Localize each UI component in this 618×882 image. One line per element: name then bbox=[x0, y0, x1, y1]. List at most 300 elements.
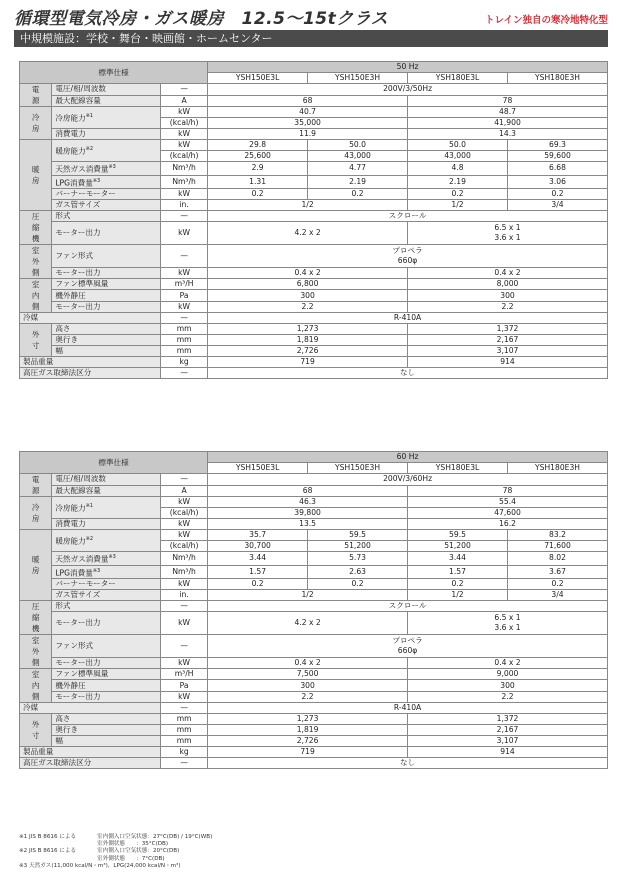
value-cell bbox=[408, 301, 608, 312]
footnote-line bbox=[19, 848, 212, 855]
cell-text: 2.2 bbox=[501, 691, 514, 701]
cell-text: 製品重量 bbox=[23, 747, 54, 757]
category-compressor bbox=[20, 211, 52, 245]
value-cell bbox=[208, 301, 408, 312]
footnote-marker: ※1 bbox=[85, 113, 94, 120]
cell-text: 2,167 bbox=[496, 335, 519, 345]
cell-text: 83.2 bbox=[549, 530, 566, 539]
category-indoor bbox=[20, 279, 52, 313]
row-label-refrigerant bbox=[20, 703, 161, 714]
cell-text: 冷媒 bbox=[23, 703, 39, 713]
table-row bbox=[20, 200, 608, 211]
footnote-text: 室内側入口空気状態：20°C(DB) bbox=[97, 848, 180, 855]
value-cell bbox=[208, 657, 408, 668]
value-cell bbox=[208, 725, 408, 736]
cell-text: mm bbox=[176, 736, 192, 746]
cell-text: Pa bbox=[179, 290, 189, 300]
value-cell bbox=[208, 519, 408, 530]
cell-text: 914 bbox=[500, 357, 515, 367]
value-cell bbox=[208, 736, 408, 747]
cell-text: なし bbox=[399, 758, 416, 768]
table-row bbox=[20, 335, 608, 346]
value-cell bbox=[408, 162, 508, 176]
value-line: 3.6 x 1 bbox=[494, 233, 521, 243]
cell-text: 200V/3/60Hz bbox=[383, 474, 433, 484]
cell-text: — bbox=[180, 758, 188, 768]
cell-text: ファン形式 bbox=[55, 640, 94, 650]
value-cell bbox=[408, 497, 608, 508]
cell-text: モーター出力 bbox=[55, 301, 101, 311]
value-cell bbox=[408, 590, 508, 601]
table-row bbox=[20, 267, 608, 278]
cell-text: 78 bbox=[502, 485, 513, 495]
cell-text: LPG消費量 bbox=[55, 178, 93, 188]
category-heating bbox=[20, 530, 52, 601]
cell-text: 300 bbox=[500, 290, 515, 300]
cell-text: m³/H bbox=[174, 669, 194, 679]
cell-text: — bbox=[180, 703, 188, 713]
value-cell bbox=[208, 279, 408, 290]
cell-text: YSH180E3H bbox=[534, 463, 580, 472]
cell-text: kW bbox=[178, 530, 191, 539]
cell-text: kW bbox=[178, 129, 191, 138]
row-label-burner-motor bbox=[52, 189, 161, 200]
cell-text: 46.3 bbox=[299, 497, 317, 506]
table-row bbox=[20, 725, 608, 736]
unit-cell bbox=[161, 474, 208, 486]
cell-text: 14.3 bbox=[499, 129, 516, 138]
unit-cell bbox=[161, 612, 208, 635]
unit-cell bbox=[161, 118, 208, 129]
cell-text: m³/H bbox=[174, 279, 194, 289]
value-cell bbox=[308, 552, 408, 566]
row-label-compressor-motor bbox=[52, 222, 161, 245]
cell-text: 48.7 bbox=[499, 107, 516, 116]
category-label: 室外側 bbox=[31, 636, 40, 668]
table-row bbox=[20, 736, 608, 747]
cell-text: 消費電力 bbox=[55, 519, 86, 528]
value-cell bbox=[308, 140, 408, 151]
row-label-natural-gas bbox=[52, 162, 161, 176]
table-row bbox=[20, 452, 608, 463]
category-label: 室外側 bbox=[31, 246, 40, 278]
footnotes bbox=[19, 834, 212, 870]
cell-text: in. bbox=[179, 590, 189, 600]
cell-text: ガス管サイズ bbox=[55, 200, 101, 210]
table-row bbox=[20, 62, 608, 73]
cell-text: 奥行き bbox=[55, 725, 79, 735]
value-cell bbox=[408, 175, 508, 189]
unit-cell bbox=[161, 497, 208, 508]
unit-cell bbox=[161, 189, 208, 200]
cell-text: mm bbox=[176, 714, 192, 724]
value-cell bbox=[308, 175, 408, 189]
footnote-marker: ※3 bbox=[108, 554, 116, 560]
cell-text: モーター出力 bbox=[55, 228, 101, 238]
table-row bbox=[20, 552, 608, 566]
unit-cell bbox=[161, 107, 208, 118]
cell-text: 40.7 bbox=[299, 107, 317, 116]
model-header bbox=[308, 73, 408, 84]
value-cell bbox=[208, 747, 408, 758]
cell-text: 1/2 bbox=[301, 590, 314, 600]
cell-text: 0.2 bbox=[251, 579, 264, 589]
cell-text: kW bbox=[178, 657, 191, 667]
row-label-power-consumption bbox=[52, 519, 161, 530]
cell-text: — bbox=[180, 640, 188, 650]
table-row bbox=[20, 590, 608, 601]
value-cell bbox=[208, 140, 308, 151]
table-row bbox=[20, 747, 608, 758]
cell-text: A bbox=[181, 485, 187, 495]
category-label: 電源 bbox=[31, 475, 40, 495]
table-row bbox=[20, 691, 608, 702]
value-cell bbox=[507, 162, 607, 176]
unit-cell bbox=[161, 565, 208, 579]
unit-cell bbox=[161, 175, 208, 189]
cell-text: 0.4 x 2 bbox=[294, 657, 321, 667]
cell-text: 41,900 bbox=[494, 118, 521, 127]
cell-text: — bbox=[180, 84, 188, 94]
value-cell bbox=[308, 541, 408, 552]
cell-text: 68 bbox=[302, 95, 313, 105]
cell-text: YSH150E3L bbox=[235, 73, 280, 82]
row-label-heating-capacity bbox=[52, 140, 161, 162]
row-label-voltage bbox=[52, 84, 161, 96]
value-cell bbox=[208, 680, 408, 691]
cell-text: Nm³/h bbox=[172, 566, 196, 576]
value-cell bbox=[208, 691, 408, 702]
value-line: 660φ bbox=[397, 255, 418, 265]
category-label: 室内側 bbox=[31, 670, 40, 702]
value-cell bbox=[408, 530, 508, 541]
page-tagline: トレイン独自の寒冷地特化型 bbox=[484, 15, 608, 26]
unit-cell bbox=[161, 758, 208, 769]
cell-text: mm bbox=[176, 335, 192, 345]
value-cell bbox=[408, 579, 508, 590]
page-title: 循環型電気冷房・ガス暖房 12.5〜15tクラス bbox=[14, 9, 389, 29]
cell-text: モーター出力 bbox=[55, 657, 101, 667]
table-row bbox=[20, 714, 608, 725]
unit-cell bbox=[161, 736, 208, 747]
value-cell bbox=[408, 519, 608, 530]
value-line: 3.6 x 1 bbox=[494, 623, 521, 633]
cell-text: — bbox=[180, 313, 188, 323]
cell-text: 55.4 bbox=[499, 497, 516, 506]
cell-text: 11.9 bbox=[299, 129, 317, 138]
cell-text: 8,000 bbox=[496, 279, 519, 289]
value-cell bbox=[308, 189, 408, 200]
category-heating bbox=[20, 140, 52, 211]
value-cell bbox=[507, 189, 607, 200]
cell-text: 0.2 bbox=[351, 189, 364, 199]
value-cell bbox=[208, 129, 408, 140]
cell-text: (kcal/h) bbox=[169, 118, 199, 127]
row-label-form bbox=[52, 601, 161, 612]
cell-text: 2.63 bbox=[349, 566, 367, 576]
cell-text: 300 bbox=[300, 680, 315, 690]
cell-text: 300 bbox=[500, 680, 515, 690]
cell-text: 39,800 bbox=[294, 508, 321, 517]
cell-text: YSH150E3H bbox=[335, 73, 381, 82]
value-cell bbox=[208, 189, 308, 200]
cell-text: 4.77 bbox=[349, 163, 367, 173]
value-cell bbox=[208, 601, 608, 612]
value-cell bbox=[507, 140, 607, 151]
cell-text: 3/4 bbox=[551, 590, 564, 600]
row-label-gas-pipe bbox=[52, 590, 161, 601]
value-cell bbox=[408, 140, 508, 151]
cell-text: kg bbox=[179, 747, 189, 757]
cell-text: 914 bbox=[500, 747, 515, 757]
value-line: 6.5 x 1 bbox=[494, 223, 521, 233]
cell-text: 71,600 bbox=[544, 541, 571, 550]
cell-text: 標準仕様 bbox=[98, 67, 129, 77]
category-cooling bbox=[20, 497, 52, 530]
value-cell bbox=[308, 151, 408, 162]
cell-text: 3,107 bbox=[496, 346, 519, 356]
category-label: 電源 bbox=[31, 85, 40, 105]
table-row bbox=[20, 189, 608, 200]
cell-text: 9,000 bbox=[496, 669, 519, 679]
cell-text: 機外静圧 bbox=[55, 680, 86, 690]
cell-text: 3.44 bbox=[449, 553, 466, 563]
value-cell bbox=[208, 497, 408, 508]
cell-text: 1,273 bbox=[296, 714, 319, 724]
footnote-line bbox=[19, 863, 212, 870]
cell-text: 0.4 x 2 bbox=[294, 267, 321, 277]
cell-text: 3.06 bbox=[549, 176, 566, 186]
cell-text: 1,372 bbox=[496, 714, 519, 724]
value-cell bbox=[208, 703, 608, 714]
cell-text: 3.67 bbox=[549, 566, 566, 576]
unit-cell bbox=[161, 211, 208, 222]
value-cell bbox=[408, 335, 608, 346]
cell-text: — bbox=[180, 250, 188, 260]
value-cell bbox=[208, 714, 408, 725]
unit-cell bbox=[161, 301, 208, 312]
model-header bbox=[408, 73, 508, 84]
footnote-marker: ※2 bbox=[85, 536, 94, 543]
value-cell bbox=[408, 267, 608, 278]
value-cell bbox=[408, 541, 508, 552]
spec-table-t60 bbox=[19, 451, 608, 769]
cell-text: バーナーモーター bbox=[55, 189, 116, 199]
row-label-max-current bbox=[52, 485, 161, 497]
page-header bbox=[14, 4, 608, 30]
value-cell bbox=[408, 747, 608, 758]
cell-text: 0.4 x 2 bbox=[494, 657, 521, 667]
table-row bbox=[20, 601, 608, 612]
table-row bbox=[20, 635, 608, 658]
cell-text: 2.19 bbox=[449, 176, 466, 186]
unit-cell bbox=[161, 747, 208, 758]
footnote-ref: ※1 JIS B 8616 による bbox=[19, 834, 77, 840]
cell-text: 最大配線容量 bbox=[55, 485, 101, 495]
value-cell bbox=[408, 107, 608, 118]
unit-cell bbox=[161, 657, 208, 668]
table-row bbox=[20, 84, 608, 96]
unit-cell bbox=[161, 669, 208, 680]
row-label-fan-type bbox=[52, 245, 161, 268]
row-label-natural-gas bbox=[52, 552, 161, 566]
value-cell bbox=[208, 211, 608, 222]
cell-text: 4.2 x 2 bbox=[294, 618, 321, 628]
footnote-text: 室外側状態 ：35°C(DB) bbox=[97, 841, 169, 848]
cell-text: kW bbox=[178, 519, 191, 528]
table-row bbox=[20, 497, 608, 508]
value-cell bbox=[208, 267, 408, 278]
unit-cell bbox=[161, 635, 208, 658]
model-header bbox=[507, 463, 607, 474]
row-label-cooling-capacity bbox=[52, 107, 161, 129]
cell-text: R-410A bbox=[393, 313, 422, 323]
unit-cell bbox=[161, 346, 208, 357]
value-cell bbox=[208, 200, 408, 211]
unit-cell bbox=[161, 140, 208, 151]
model-header bbox=[308, 463, 408, 474]
cell-text: 0.2 bbox=[351, 579, 364, 589]
table-row bbox=[20, 211, 608, 222]
row-label-fan-type bbox=[52, 635, 161, 658]
cell-text: 1/2 bbox=[451, 590, 464, 600]
table-row bbox=[20, 474, 608, 486]
table-row bbox=[20, 279, 608, 290]
unit-cell bbox=[161, 579, 208, 590]
value-cell bbox=[208, 579, 308, 590]
cell-text: 暖房能力 bbox=[55, 146, 86, 156]
spec-header bbox=[20, 62, 208, 84]
footnote-ref: ※3 天然ガス(11,000 kcal/N・m³)，LPG(24,000 kcal/N・m³) bbox=[19, 862, 181, 869]
value-cell bbox=[507, 590, 607, 601]
model-header bbox=[408, 463, 508, 474]
cell-text: kW bbox=[178, 140, 191, 149]
unit-cell bbox=[161, 552, 208, 566]
cell-text: — bbox=[180, 211, 188, 221]
value-cell bbox=[408, 129, 608, 140]
cell-text: kW bbox=[178, 228, 191, 238]
footnote-ref: ※2 JIS B 8616 による bbox=[19, 848, 77, 855]
table-row bbox=[20, 703, 608, 714]
row-label-height bbox=[52, 324, 161, 335]
cell-text: 50.0 bbox=[349, 140, 367, 149]
cell-text: 1/2 bbox=[451, 200, 464, 210]
table-row bbox=[20, 107, 608, 118]
unit-cell bbox=[161, 714, 208, 725]
category-label: 圧縮機 bbox=[31, 212, 40, 244]
value-cell bbox=[507, 175, 607, 189]
cell-text: 16.2 bbox=[499, 519, 516, 528]
footnote-line bbox=[19, 856, 212, 863]
table-row bbox=[20, 140, 608, 151]
category-cooling bbox=[20, 107, 52, 140]
cell-text: LPG消費量 bbox=[55, 568, 93, 578]
category-label: 暖房 bbox=[31, 555, 40, 576]
row-label-height bbox=[52, 714, 161, 725]
cell-text: Pa bbox=[179, 680, 189, 690]
cell-text: ファン形式 bbox=[55, 250, 94, 260]
value-cell bbox=[507, 552, 607, 566]
cell-text: 暖房能力 bbox=[55, 536, 86, 546]
cell-text: YSH180E3L bbox=[435, 463, 480, 472]
cell-text: 機外静圧 bbox=[55, 290, 86, 300]
value-cell bbox=[408, 669, 608, 680]
cell-text: R-410A bbox=[393, 703, 422, 713]
cell-text: 69.3 bbox=[549, 140, 566, 149]
row-label-form bbox=[52, 211, 161, 222]
cell-text: バーナーモーター bbox=[55, 579, 116, 589]
unit-cell bbox=[161, 129, 208, 140]
cell-text: 35,000 bbox=[294, 118, 321, 127]
cell-text: 7,500 bbox=[296, 669, 319, 679]
cell-text: 0.4 x 2 bbox=[494, 267, 521, 277]
row-label-lpg bbox=[52, 565, 161, 579]
cell-text: スクロール bbox=[388, 601, 427, 611]
value-cell bbox=[208, 84, 608, 96]
cell-text: kW bbox=[178, 618, 191, 628]
category-outdoor bbox=[20, 245, 52, 279]
cell-text: 形式 bbox=[55, 601, 71, 611]
row-label-burner-motor bbox=[52, 579, 161, 590]
value-cell bbox=[208, 612, 408, 635]
cell-text: モーター出力 bbox=[55, 267, 101, 277]
category-power bbox=[20, 84, 52, 107]
category-label: 圧縮機 bbox=[31, 602, 40, 634]
cell-text: 高さ bbox=[55, 324, 71, 334]
cell-text: 0.2 bbox=[451, 189, 464, 199]
value-cell bbox=[308, 579, 408, 590]
value-cell bbox=[208, 565, 308, 579]
unit-cell bbox=[161, 530, 208, 541]
cell-text: Nm³/h bbox=[172, 553, 196, 563]
unit-cell bbox=[161, 601, 208, 612]
category-label: 外寸 bbox=[31, 330, 40, 351]
value-cell bbox=[507, 200, 607, 211]
cell-text: 59,600 bbox=[544, 151, 571, 160]
cell-text: — bbox=[180, 474, 188, 484]
unit-cell bbox=[161, 151, 208, 162]
row-label-depth bbox=[52, 335, 161, 346]
cell-text: 1,819 bbox=[296, 725, 319, 735]
unit-cell bbox=[161, 590, 208, 601]
cell-text: 0.2 bbox=[551, 579, 564, 589]
table-row bbox=[20, 162, 608, 176]
value-cell bbox=[208, 346, 408, 357]
cell-text: 幅 bbox=[55, 346, 63, 356]
cell-text: 標準仕様 bbox=[98, 457, 129, 467]
value-line: 6.5 x 1 bbox=[494, 613, 521, 623]
value-cell bbox=[408, 357, 608, 368]
model-header bbox=[208, 463, 308, 474]
unit-cell bbox=[161, 324, 208, 335]
row-label-compressor-motor bbox=[52, 612, 161, 635]
value-cell bbox=[408, 200, 508, 211]
cell-text: 2.2 bbox=[501, 301, 514, 311]
cell-text: 2,726 bbox=[296, 346, 319, 356]
unit-cell bbox=[161, 725, 208, 736]
cell-text: kW bbox=[178, 497, 191, 506]
table-row bbox=[20, 565, 608, 579]
cell-text: 1/2 bbox=[301, 200, 314, 210]
category-power bbox=[20, 474, 52, 497]
value-cell bbox=[408, 736, 608, 747]
category-label: 冷房 bbox=[31, 113, 40, 133]
value-cell bbox=[208, 335, 408, 346]
value-cell bbox=[408, 565, 508, 579]
cell-text: ファン標準風量 bbox=[55, 669, 109, 679]
cell-text: 2,726 bbox=[296, 736, 319, 746]
cell-text: 8.02 bbox=[549, 553, 566, 563]
